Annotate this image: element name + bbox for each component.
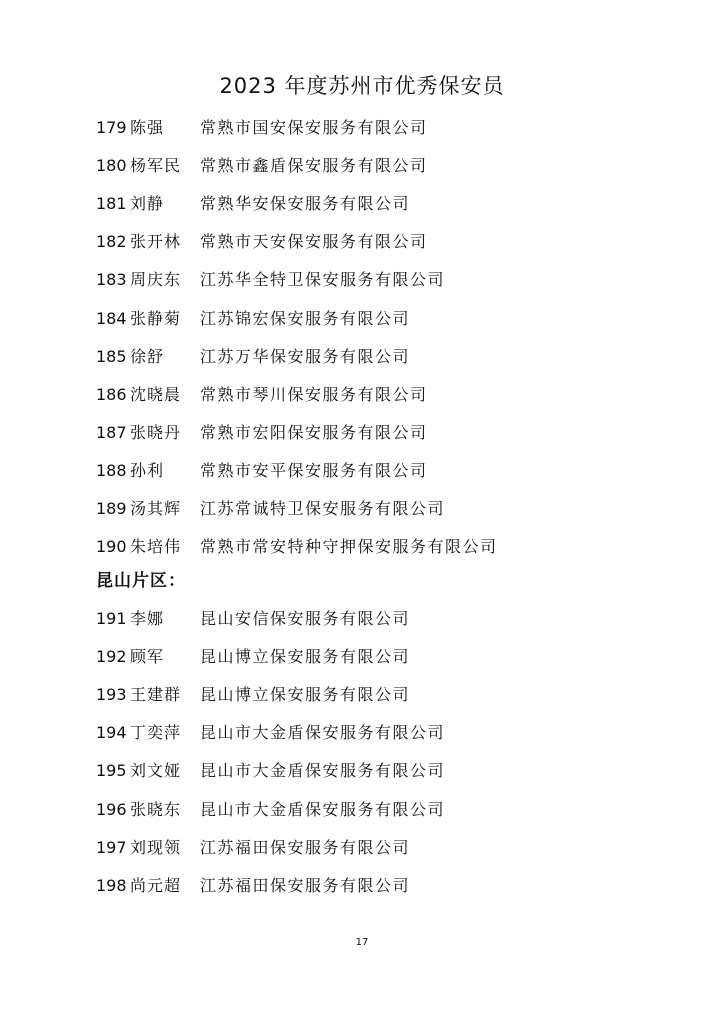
entry-name: 张晓东 xyxy=(130,799,182,819)
entry-number: 191 xyxy=(96,609,127,628)
entry-company: 常熟市鑫盾保安服务有限公司 xyxy=(200,156,428,176)
entry-number: 186 xyxy=(96,384,127,404)
entry-number: 194 xyxy=(96,723,127,743)
entry-company: 常熟市天安保安服务有限公司 xyxy=(200,232,428,252)
entry-number: 193 xyxy=(96,685,127,705)
list-item xyxy=(96,534,498,560)
entry-company: 江苏华全特卫保安服务有限公司 xyxy=(200,270,446,290)
entry-number: 181 xyxy=(96,194,127,214)
entry-number: 188 xyxy=(96,460,127,480)
entry-company: 常熟市常安特种守押保安服务有限公司 xyxy=(200,537,498,557)
entry-name: 徐舒 xyxy=(130,346,165,366)
entry-company: 江苏常诚特卫保安服务有限公司 xyxy=(200,499,446,518)
entry-name: 朱培伟 xyxy=(130,537,182,557)
entry-company: 常熟市宏阳保安服务有限公司 xyxy=(200,422,428,442)
entry-number: 182 xyxy=(96,232,127,252)
page-number: 17 xyxy=(355,937,369,948)
list-item xyxy=(96,458,428,484)
entry-number: 192 xyxy=(96,647,127,667)
entry-company: 常熟市琴川保安服务有限公司 xyxy=(200,384,428,404)
entry-name: 丁奕萍 xyxy=(130,723,182,743)
list-item xyxy=(96,682,410,708)
entry-company: 江苏福田保安服务有限公司 xyxy=(200,875,411,895)
entry-name: 顾军 xyxy=(130,647,165,667)
entry-name: 刘文娅 xyxy=(130,761,182,781)
entry-number: 183 xyxy=(96,270,127,290)
entry-name: 刘静 xyxy=(130,194,165,214)
list-item xyxy=(96,344,410,370)
entry-company: 昆山安信保安服务有限公司 xyxy=(200,609,411,628)
entry-company: 昆山市大金盾保安服务有限公司 xyxy=(200,799,446,819)
page-title: 2023 年度苏州市优秀保安员 xyxy=(219,74,505,98)
list-item xyxy=(96,191,410,217)
entry-name: 沈晓晨 xyxy=(130,384,182,404)
entry-number: 179 xyxy=(96,118,127,137)
entry-company: 常熟市国安保安服务有限公司 xyxy=(200,118,428,137)
section-heading: 昆山片区： xyxy=(96,571,186,591)
entry-name: 王建群 xyxy=(130,685,182,705)
entry-name: 杨军民 xyxy=(130,156,182,176)
entry-company: 江苏万华保安服务有限公司 xyxy=(200,346,411,366)
entry-number: 190 xyxy=(96,537,127,557)
entry-name: 周庆东 xyxy=(130,270,182,290)
entry-number: 197 xyxy=(96,837,127,857)
entry-company: 江苏福田保安服务有限公司 xyxy=(200,837,411,857)
entry-number: 180 xyxy=(96,156,127,176)
entry-name: 汤其辉 xyxy=(130,499,182,518)
list-item xyxy=(96,797,445,823)
entry-number: 184 xyxy=(96,308,127,328)
entry-name: 尚元超 xyxy=(130,875,182,895)
entry-number: 198 xyxy=(96,875,127,895)
list-item xyxy=(96,115,428,141)
entry-company: 常熟华安保安服务有限公司 xyxy=(200,194,411,214)
list-item xyxy=(96,835,410,861)
entry-name: 刘现领 xyxy=(130,837,182,857)
entry-company: 昆山博立保安服务有限公司 xyxy=(200,647,411,667)
entry-name: 张开林 xyxy=(130,232,182,252)
list-item xyxy=(96,267,445,293)
list-item xyxy=(96,420,428,446)
list-item xyxy=(96,382,428,408)
list-item xyxy=(96,229,428,255)
entry-number: 195 xyxy=(96,761,127,781)
entry-number: 187 xyxy=(96,422,127,442)
entry-company: 江苏锦宏保安服务有限公司 xyxy=(200,308,411,328)
entry-number: 185 xyxy=(96,346,127,366)
list-item xyxy=(96,153,428,179)
entry-company: 昆山市大金盾保安服务有限公司 xyxy=(200,761,446,781)
list-item xyxy=(96,606,410,632)
list-item xyxy=(96,720,445,746)
list-item xyxy=(96,873,410,899)
list-item xyxy=(96,758,445,784)
entry-name: 张静菊 xyxy=(130,308,182,328)
list-item xyxy=(96,644,410,670)
entry-company: 常熟市安平保安服务有限公司 xyxy=(200,460,428,480)
entry-company: 昆山市大金盾保安服务有限公司 xyxy=(200,723,446,743)
entry-company: 昆山博立保安服务有限公司 xyxy=(200,685,411,705)
list-item xyxy=(96,496,445,522)
entry-number: 189 xyxy=(96,499,127,518)
entry-number: 196 xyxy=(96,799,127,819)
list-item xyxy=(96,306,410,332)
entry-name: 孙利 xyxy=(130,460,165,480)
entry-name: 张晓丹 xyxy=(130,422,182,442)
entry-name: 李娜 xyxy=(130,609,165,628)
entry-name: 陈强 xyxy=(130,118,165,137)
